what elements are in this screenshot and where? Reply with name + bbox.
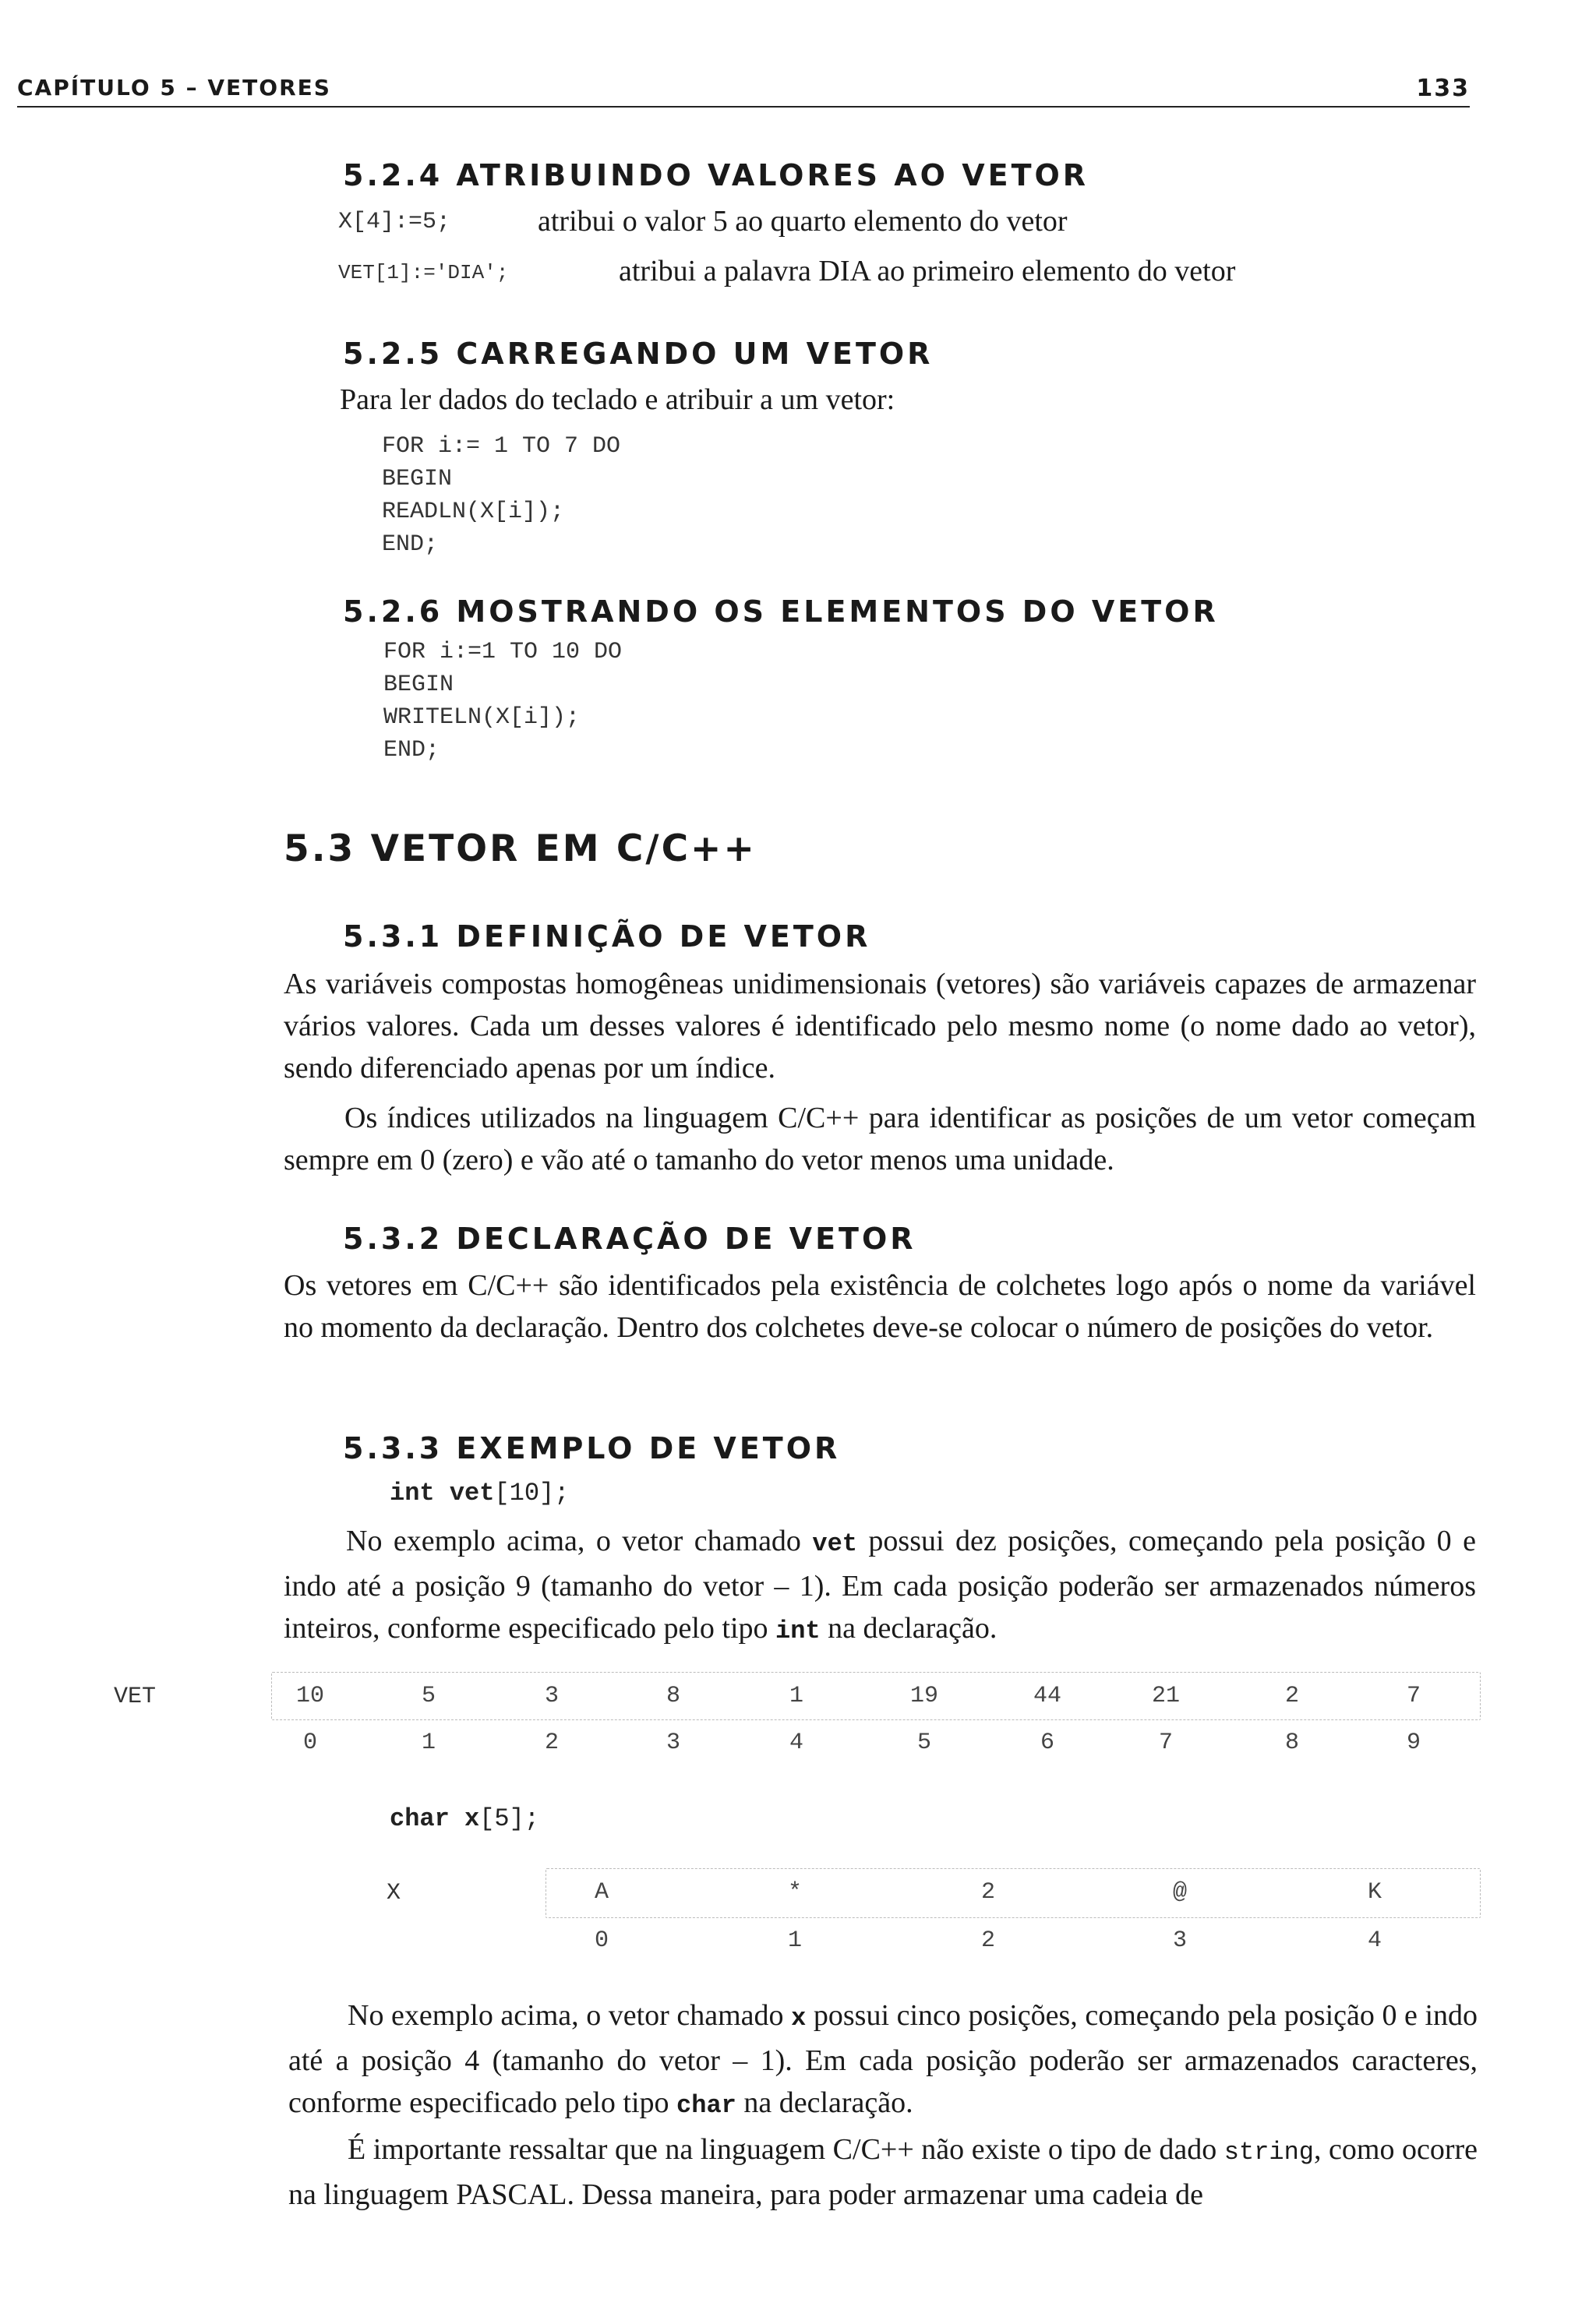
array-index: 6 bbox=[1040, 1730, 1054, 1756]
desc-vet1: atribui a palavra DIA ao primeiro elemento do vetor bbox=[619, 255, 1236, 287]
heading-5-3-1: 5.3.1 DEFINIÇÃO DE VETOR bbox=[343, 919, 871, 954]
declaration-int-vet bbox=[390, 1479, 569, 1508]
paragraph-definition: As variáveis compostas homogêneas unidimensionais (vetores) são variáveis capazes de armazenar vários valores. Cada um desses valores é identificado pelo mesmo nome (o nome dado ao vetor), sendo diferenciado apenas por um índice. bbox=[284, 968, 1476, 1084]
type-keyword: char bbox=[390, 1804, 450, 1833]
array-index: 0 bbox=[302, 1730, 317, 1756]
running-head bbox=[17, 75, 1470, 108]
inline-code-x: x bbox=[791, 2004, 807, 2033]
array-value: 44 bbox=[1033, 1683, 1061, 1709]
code-line: READLN(X[i]); bbox=[382, 499, 565, 525]
array-index: 4 bbox=[1367, 1927, 1382, 1954]
array-index: 3 bbox=[1172, 1927, 1187, 1954]
array-index: 8 bbox=[1284, 1730, 1299, 1756]
array-index: 5 bbox=[916, 1730, 931, 1756]
code-line: BEGIN bbox=[382, 466, 453, 492]
type-keyword: int bbox=[390, 1479, 435, 1508]
heading-5-3: 5.3 VETOR EM C/C++ bbox=[284, 827, 757, 870]
inline-code-vet: vet bbox=[812, 1529, 857, 1558]
array-value: 21 bbox=[1151, 1683, 1180, 1709]
array-value: A bbox=[594, 1879, 609, 1906]
paragraph-declaration: Os vetores em C/C++ são identificados pela existência de colchetes logo após o nome da variável no momento da declaração. Dentro dos colchetes deve-se colocar o número de posições do vetor. bbox=[284, 1269, 1476, 1344]
array-value: K bbox=[1367, 1879, 1382, 1906]
array-value: @ bbox=[1172, 1879, 1187, 1906]
variable-name: x bbox=[464, 1804, 480, 1833]
paragraph-x-example: No exemplo acima, o vetor chamado x possui cinco posições, começando pela posição 0 e indo até a posição 4 (tamanho do vetor – 1). Em cada posição poderão ser armazenados caracteres, conforme especificado pelo tipo char na declaração. bbox=[288, 1999, 1478, 2120]
code-line: END; bbox=[383, 737, 440, 763]
heading-5-3-3: 5.3.3 EXEMPLO DE VETOR bbox=[343, 1431, 841, 1465]
array-index: 0 bbox=[594, 1927, 609, 1954]
code-line: FOR i:= 1 TO 7 DO bbox=[382, 433, 621, 460]
code-x4: X[4]:=5; bbox=[338, 209, 451, 235]
code-line: END; bbox=[382, 531, 439, 558]
array-value: 19 bbox=[909, 1683, 938, 1709]
code-vet1: VET[1]:='DIA'; bbox=[338, 261, 509, 284]
inline-code-int: int bbox=[775, 1617, 821, 1645]
declaration-char-x bbox=[390, 1804, 539, 1833]
variable-name: vet bbox=[449, 1479, 495, 1508]
heading-5-3-2: 5.3.2 DECLARAÇÃO DE VETOR bbox=[343, 1222, 916, 1256]
declaration-size: [10]; bbox=[494, 1479, 570, 1508]
paragraph-indices: Os índices utilizados na linguagem C/C++ para identificar as posições de um vetor começam sempre em 0 (zero) e vão até o tamanho do vetor menos uma unidade. bbox=[284, 1102, 1476, 1176]
array-value: 2 bbox=[1284, 1683, 1299, 1709]
heading-5-2-6: 5.2.6 MOSTRANDO OS ELEMENTOS DO VETOR bbox=[343, 594, 1219, 629]
heading-5-2-5: 5.2.5 CARREGANDO UM VETOR bbox=[343, 337, 934, 371]
page-number: 133 bbox=[1416, 75, 1470, 102]
array-index: 1 bbox=[787, 1927, 802, 1954]
paragraph-string-note: É importante ressaltar que na linguagem C/C++ não existe o tipo de dado string, como ocorre na linguagem PASCAL. Dessa maneira, para poder armazenar uma cadeia de bbox=[288, 2133, 1478, 2211]
declaration-size: [5]; bbox=[479, 1804, 540, 1833]
desc-x4: atribui o valor 5 ao quarto elemento do vetor bbox=[538, 205, 1068, 238]
chapter-title: CAPÍTULO 5 – VETORES bbox=[17, 75, 331, 101]
array-index: 1 bbox=[421, 1730, 436, 1756]
array-value: * bbox=[787, 1879, 802, 1906]
array-value: 10 bbox=[295, 1683, 324, 1709]
array-value: 7 bbox=[1406, 1683, 1421, 1709]
array-index: 4 bbox=[789, 1730, 803, 1756]
array-value: 1 bbox=[789, 1683, 803, 1709]
array-value: 3 bbox=[544, 1683, 559, 1709]
intro-5-2-5: Para ler dados do teclado e atribuir a um vetor: bbox=[340, 383, 895, 416]
heading-5-2-4: 5.2.4 ATRIBUINDO VALORES AO VETOR bbox=[343, 158, 1089, 192]
array-index: 3 bbox=[666, 1730, 680, 1756]
array-index: 2 bbox=[980, 1927, 995, 1954]
array-value: 8 bbox=[666, 1683, 680, 1709]
array-value: 5 bbox=[421, 1683, 436, 1709]
code-line: WRITELN(X[i]); bbox=[383, 704, 581, 731]
inline-code-char: char bbox=[676, 2091, 736, 2120]
code-line: FOR i:=1 TO 10 DO bbox=[383, 639, 623, 665]
paragraph-vet-example: No exemplo acima, o vetor chamado vet possui dez posições, começando pela posição 0 e indo até a posição 9 (tamanho do vetor – 1). Em cada posição poderão ser armazenados números inteiros, conforme especificado pelo tipo int na declaração. bbox=[284, 1525, 1476, 1645]
inline-code-string: string bbox=[1223, 2138, 1314, 2167]
code-line: BEGIN bbox=[383, 672, 454, 698]
array-label-vet: VET bbox=[114, 1684, 157, 1710]
array-value: 2 bbox=[980, 1879, 995, 1906]
array-label-x: X bbox=[387, 1880, 401, 1906]
array-index: 2 bbox=[544, 1730, 559, 1756]
array-index: 7 bbox=[1158, 1730, 1173, 1756]
array-index: 9 bbox=[1406, 1730, 1421, 1756]
